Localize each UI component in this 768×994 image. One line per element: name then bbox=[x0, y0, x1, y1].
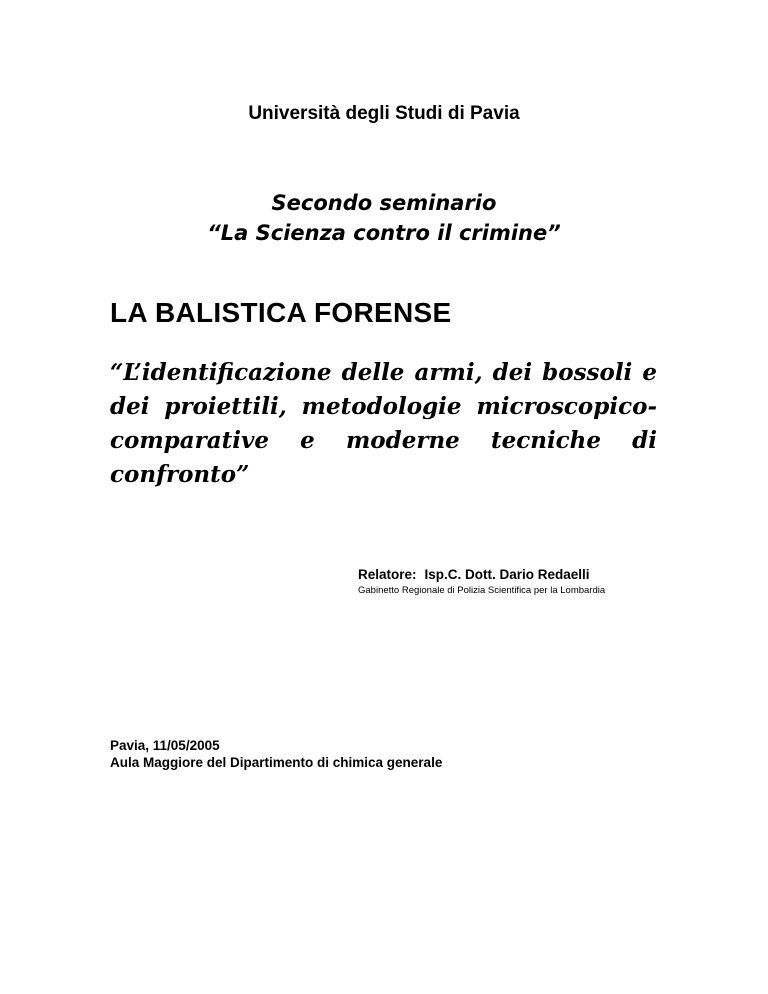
speaker-block bbox=[358, 566, 605, 597]
place-date: Pavia, 11/05/2005 bbox=[110, 738, 220, 753]
speaker-line bbox=[358, 566, 605, 584]
speaker-name: Isp.C. Dott. Dario Redaelli bbox=[424, 567, 590, 582]
university-name: Università degli Studi di Pavia bbox=[248, 103, 520, 124]
document-subtitle: “L’identificazione delle armi, dei bossoli e dei proiettili, metodologie microscopico-comparative e moderne tecniche di confronto” bbox=[110, 359, 657, 488]
venue: Aula Maggiore del Dipartimento di chimica generale bbox=[110, 755, 443, 770]
event-details bbox=[110, 737, 442, 771]
document-title: LA BALISTICA FORENSE bbox=[110, 297, 452, 328]
seminar-heading bbox=[0, 188, 768, 248]
seminar-theme: “La Scienza contro il crimine” bbox=[207, 221, 561, 245]
speaker-label: Relatore: bbox=[358, 567, 417, 582]
speaker-affiliation: Gabinetto Regionale di Polizia Scientifica per la Lombardia bbox=[358, 585, 606, 596]
seminar-number: Secondo seminario bbox=[271, 191, 497, 215]
